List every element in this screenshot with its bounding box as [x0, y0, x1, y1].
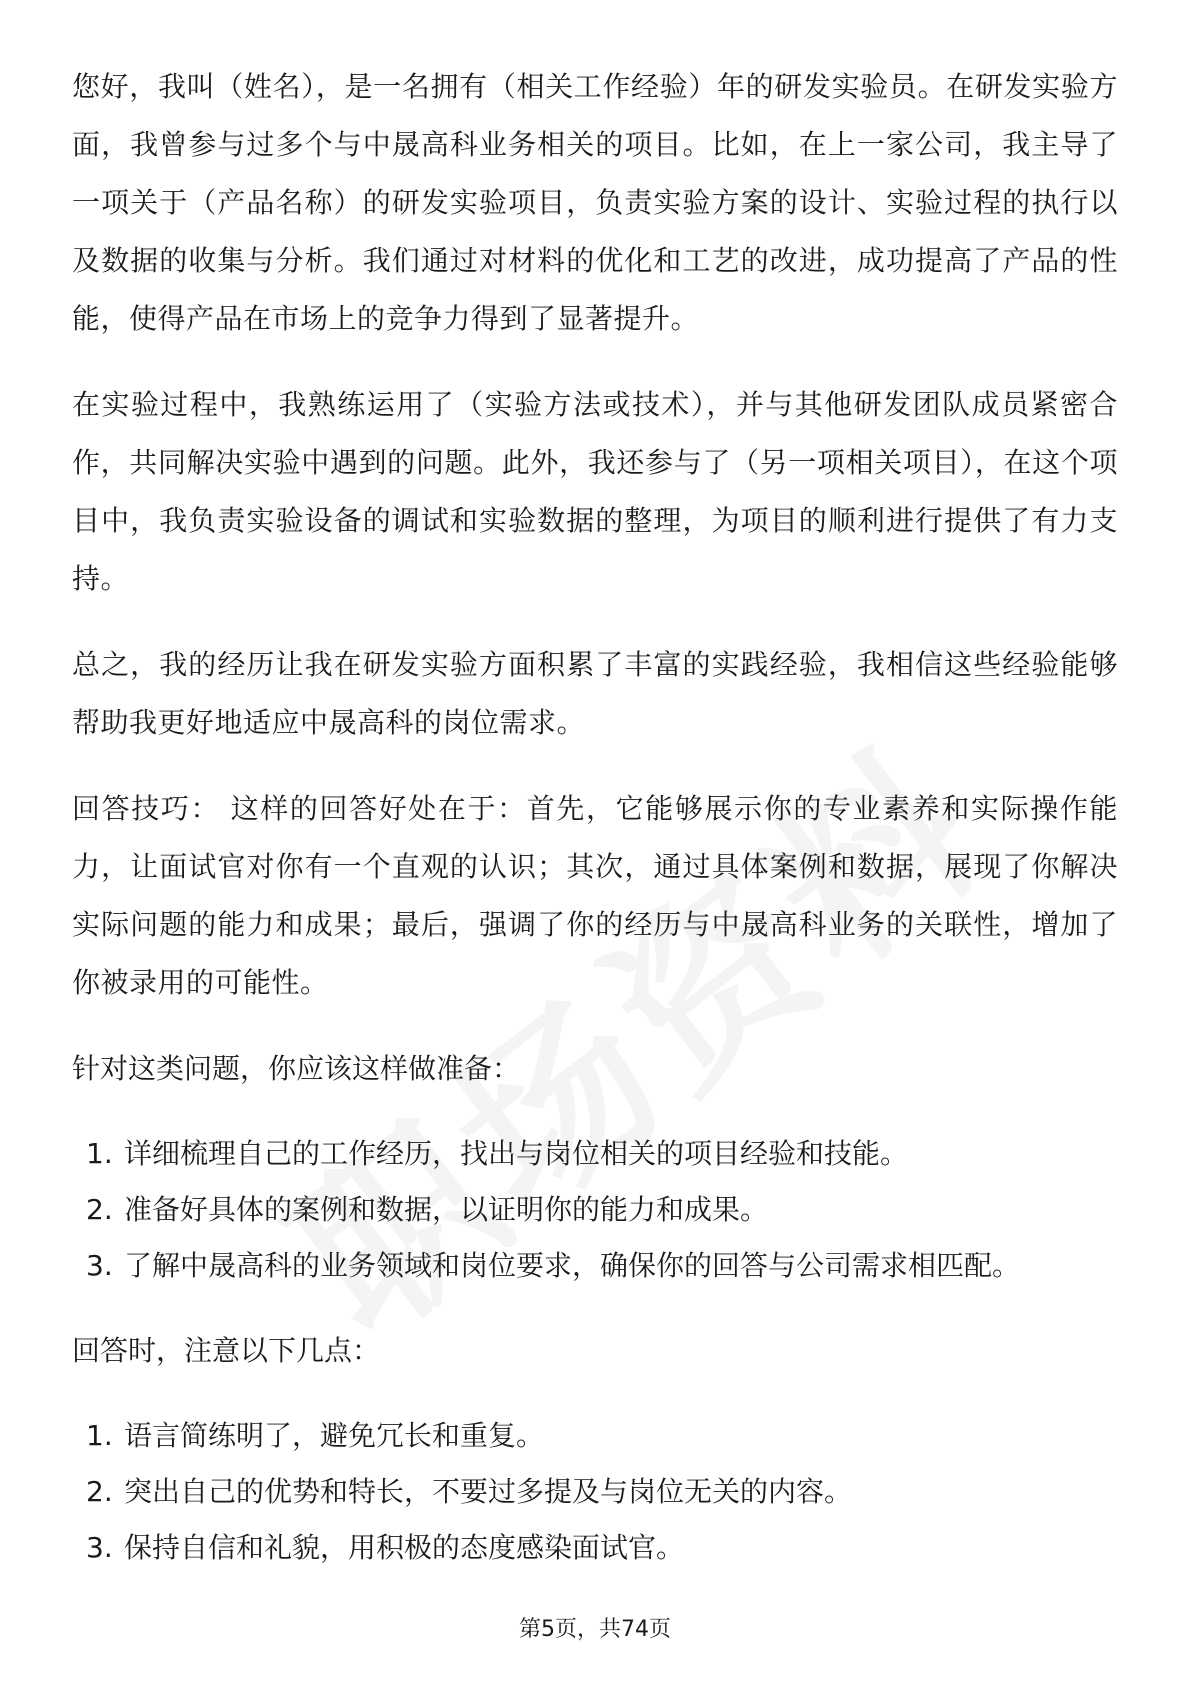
- list-number: 1.: [86, 1419, 113, 1452]
- list-text: 准备好具体的案例和数据，以证明你的能力和成果。: [124, 1193, 769, 1226]
- tips-paragraph: 回答技巧： 这样的回答好处在于：首先，它能够展示你的专业素养和实际操作能力，让面试官对你有一个直观的认识；其次，通过具体案例和数据，展现了你解决实际问题的能力和成果；最后，强调了你的经历与中晟高科业务的关联性，增加了你被录用的可能性。: [72, 792, 1118, 999]
- list-text: 了解中晟高科的业务领域和岗位要求，确保你的回答与公司需求相匹配。: [124, 1249, 1021, 1282]
- list-item: [72, 1464, 1118, 1520]
- notes-heading: 回答时，注意以下几点：: [72, 1334, 381, 1367]
- prep-list: [72, 1126, 1118, 1294]
- list-number: 3.: [86, 1249, 113, 1282]
- page-footer: 第5页，共74页: [519, 1617, 671, 1642]
- list-number: 1.: [86, 1137, 113, 1170]
- list-item: [72, 1126, 1118, 1182]
- list-number: 2.: [86, 1475, 113, 1508]
- list-item: [72, 1408, 1118, 1464]
- list-text: 保持自信和礼貌，用积极的态度感染面试官。: [124, 1531, 685, 1564]
- prep-heading: 针对这类问题，你应该这样做准备：: [72, 1052, 521, 1085]
- list-item: [72, 1520, 1118, 1576]
- list-item: [72, 1238, 1118, 1294]
- document-body: [72, 58, 1118, 1604]
- list-text: 详细梳理自己的工作经历，找出与岗位相关的项目经验和技能。: [124, 1137, 909, 1170]
- summary-paragraph: 总之，我的经历让我在研发实验方面积累了丰富的实践经验，我相信这些经验能够帮助我更好地适应中晟高科的岗位需求。: [72, 648, 1118, 739]
- list-text: 语言简练明了，避免冗长和重复。: [124, 1419, 545, 1452]
- list-text: 突出自己的优势和特长，不要过多提及与岗位无关的内容。: [124, 1475, 853, 1508]
- experience-paragraph: 在实验过程中，我熟练运用了（实验方法或技术），并与其他研发团队成员紧密合作，共同解决实验中遇到的问题。此外，我还参与了（另一项相关项目），在这个项目中，我负责实验设备的调试和实验数据的整理，为项目的顺利进行提供了有力支持。: [72, 388, 1118, 595]
- notes-list: [72, 1408, 1118, 1576]
- list-item: [72, 1182, 1118, 1238]
- intro-paragraph: 您好，我叫（姓名），是一名拥有（相关工作经验）年的研发实验员。在研发实验方面，我曾参与过多个与中晟高科业务相关的项目。比如，在上一家公司，我主导了一项关于（产品名称）的研发实验项目，负责实验方案的设计、实验过程的执行以及数据的收集与分析。我们通过对材料的优化和工艺的改进，成功提高了产品的性能，使得产品在市场上的竞争力得到了显著提升。: [72, 70, 1118, 335]
- list-number: 3.: [86, 1531, 113, 1564]
- list-number: 2.: [86, 1193, 113, 1226]
